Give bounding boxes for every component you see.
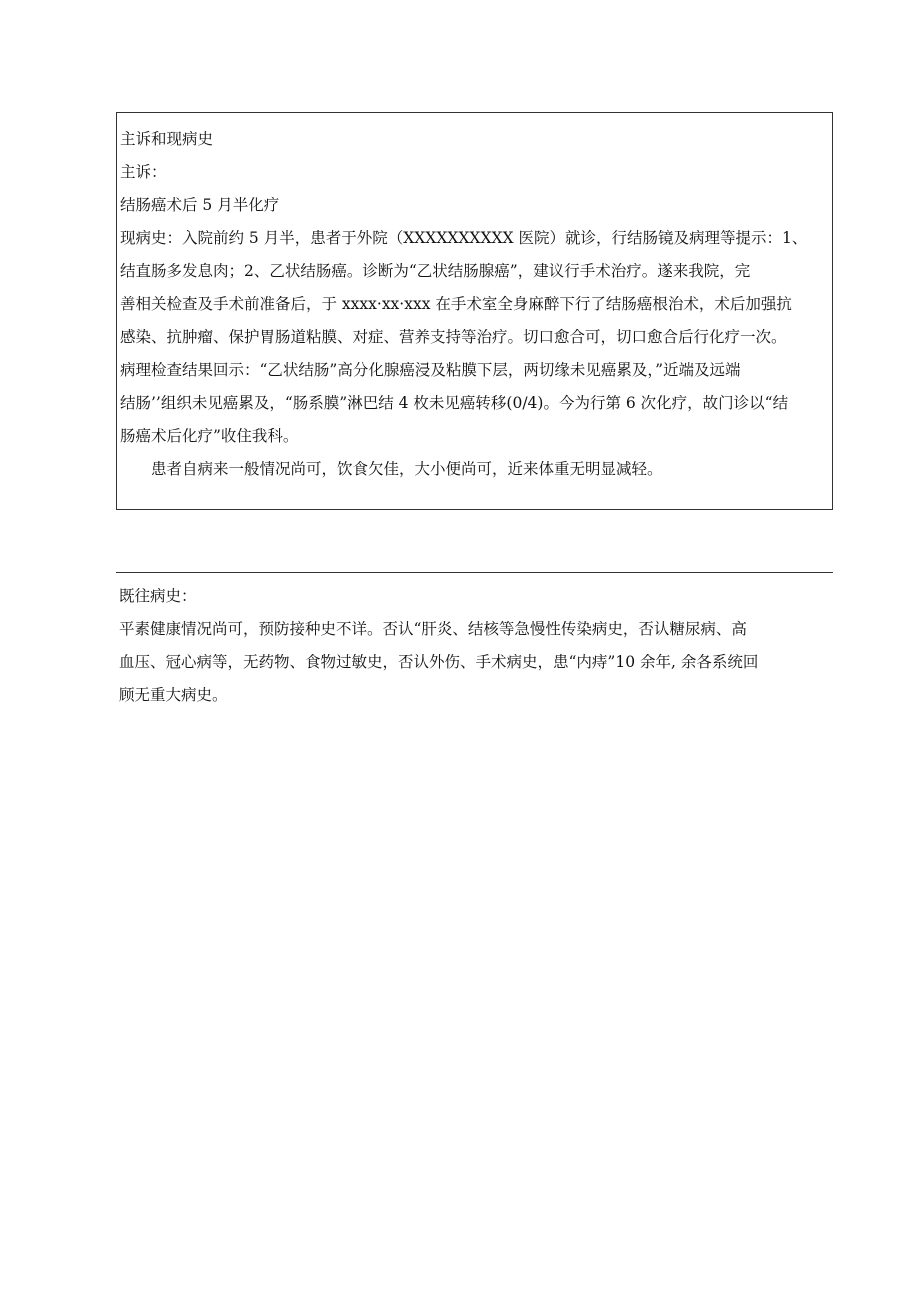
past-history-heading: 既往病史：: [119, 587, 197, 605]
history-line: 善相关检查及手术前准备后，于 xxxx·xx·xxx 在手术室全身麻醉下行了结肠癌根治术，术后加强抗: [120, 295, 792, 313]
history-line: 现病史：入院前约 5 月半，患者于外院（XXXXXXXXXX 医院）就诊，行结肠镜及病理等提示：1、: [120, 229, 808, 247]
complaint-text: 结肠癌术后 5 月半化疗: [120, 196, 280, 214]
past-history-line: 血压、冠心病等，无药物、食物过敏史，否认外伤、手术病史，患“内痔”10 余年, 余各系统回: [119, 653, 759, 671]
general-condition-text: 患者自病来一般情况尚可，饮食欠佳，大小便尚可，近来体重无明显减轻。: [151, 460, 663, 478]
chief-complaint-box: [116, 112, 833, 510]
history-line: 感染、抗肿瘤、保护胃肠道粘膜、对症、营养支持等治疗。切口愈合可，切口愈合后行化疗一次。: [120, 328, 787, 346]
section-heading: 主诉和现病史: [120, 130, 214, 148]
history-line: 病理检查结果回示：“乙状结肠”高分化腺癌浸及粘膜下层，两切缘未见癌累及，”近端及远端: [120, 361, 741, 379]
history-line: 结肠’’组织未见癌累及，“肠系膜”淋巴结 4 枚未见癌转移(0/4)。今为行第 6 次化疗，故门诊以“结: [120, 394, 789, 412]
past-history-line: 顾无重大病史。: [119, 686, 228, 704]
past-history-section: [119, 580, 833, 712]
complaint-label: 主诉：: [120, 163, 167, 181]
history-line: 结直肠多发息肉；2、乙状结肠癌。诊断为“乙状结肠腺癌”，建议行手术治疗。遂来我院，完: [120, 262, 751, 280]
history-line: 肠癌术后化疗”收住我科。: [120, 427, 299, 445]
section-divider: [116, 572, 833, 573]
past-history-line: 平素健康情况尚可，预防接种史不详。否认“肝炎、结核等急慢性传染病史，否认糖尿病、高: [119, 620, 747, 638]
